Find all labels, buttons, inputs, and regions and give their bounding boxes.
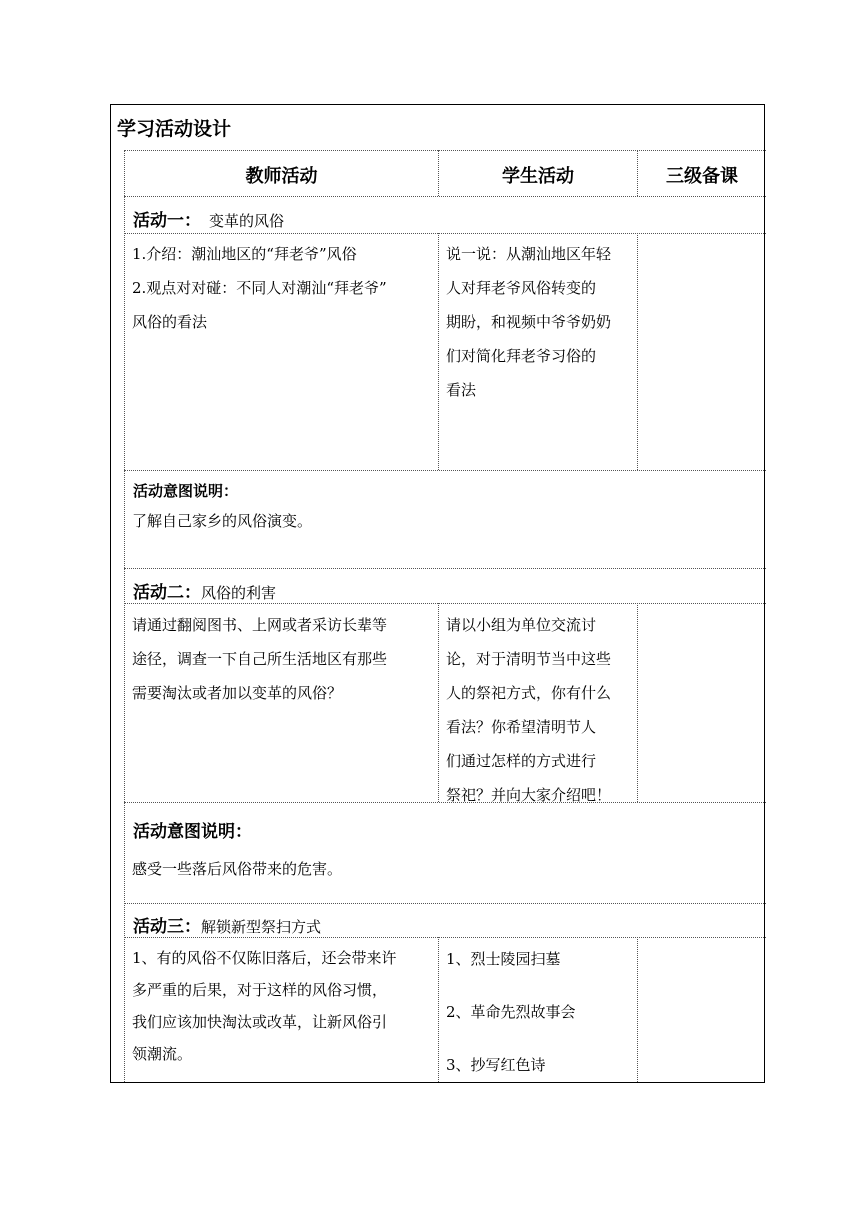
divider (124, 470, 766, 471)
text-line: 们通过怎样的方式进行 (446, 752, 597, 770)
activity3-name: 解锁新型祭扫方式 (201, 918, 322, 936)
activity2-student (446, 608, 636, 812)
text-line: 多严重的后果，对于这样的风俗习惯， (132, 981, 388, 999)
text-line: 2.观点对对碰：不同人对潮汕“拜老爷” (132, 279, 387, 297)
divider (124, 903, 766, 904)
text-line: 我们应该加快淘汰或改革，让新风俗引 (132, 1013, 388, 1031)
activity2-label: 活动二： (133, 583, 201, 603)
header-prep: 三级备课 (666, 166, 738, 187)
text-line: 1、有的风俗不仅陈旧落后，还会带来许 (132, 949, 397, 967)
divider (124, 603, 766, 604)
text-line: 2、革命先烈故事会 (446, 1003, 576, 1021)
activity2-teacher (132, 608, 436, 710)
activity1-name: 变革的风俗 (209, 212, 285, 230)
activity1-teacher (132, 237, 436, 339)
text-line: 3、抄写红色诗 (446, 1056, 546, 1074)
text-line: 1.介绍：潮汕地区的“拜老爷”风俗 (132, 245, 357, 263)
divider (124, 937, 766, 938)
page-title: 学习活动设计 (117, 118, 232, 140)
text-line: 风俗的看法 (132, 313, 208, 331)
divider (124, 150, 766, 151)
divider (124, 568, 766, 569)
activity1-intent: 了解自己家乡的风俗演变。 (132, 512, 313, 530)
activity2-heading (133, 578, 276, 603)
activity1-intent-label: 活动意图说明： (133, 482, 239, 500)
text-line: 看法 (446, 381, 477, 399)
text-line: 需要淘汰或者加以变革的风俗？ (132, 684, 343, 702)
divider (637, 937, 638, 1082)
text-line: 期盼，和视频中爷爷奶奶 (446, 313, 612, 331)
text-line: 人的祭祀方式，你有什么 (446, 684, 612, 702)
divider (124, 196, 766, 197)
activity1-label: 活动一： (133, 211, 201, 231)
divider (438, 603, 439, 802)
activity3-label: 活动三： (133, 917, 201, 937)
activity2-intent: 感受一些落后风俗带来的危害。 (132, 860, 343, 878)
divider (637, 603, 638, 802)
activity3-student (446, 942, 636, 1082)
activity1-heading (133, 206, 284, 231)
divider (124, 233, 766, 234)
text-line: 说一说：从潮汕地区年轻 (446, 245, 612, 263)
activity3-teacher (132, 942, 436, 1070)
divider (637, 233, 638, 470)
text-line: 们对简化拜老爷习俗的 (446, 347, 597, 365)
text-line: 请通过翻阅图书、上网或者采访长辈等 (132, 616, 388, 634)
activity2-name: 风俗的利害 (201, 584, 277, 602)
header-teacher: 教师活动 (245, 166, 318, 187)
text-line: 祭祀？并向大家介绍吧！ (446, 786, 612, 804)
divider (124, 802, 766, 803)
text-line: 1、烈士陵园扫墓 (446, 950, 561, 968)
divider (438, 937, 439, 1082)
text-line: 论，对于清明节当中这些 (446, 650, 612, 668)
text-line: 人对拜老爷风俗转变的 (446, 279, 597, 297)
text-line: 看法？你希望清明节人 (446, 718, 597, 736)
text-line: 请以小组为单位交流讨 (446, 616, 597, 634)
text-line: 领潮流。 (132, 1045, 193, 1063)
divider (124, 150, 125, 1082)
activity3-heading (133, 912, 321, 937)
activity1-student (446, 237, 636, 407)
activity2-intent-label: 活动意图说明： (133, 822, 252, 842)
text-line: 途径，调查一下自己所生活地区有那些 (132, 650, 388, 668)
header-student: 学生活动 (502, 166, 574, 187)
divider (438, 233, 439, 470)
